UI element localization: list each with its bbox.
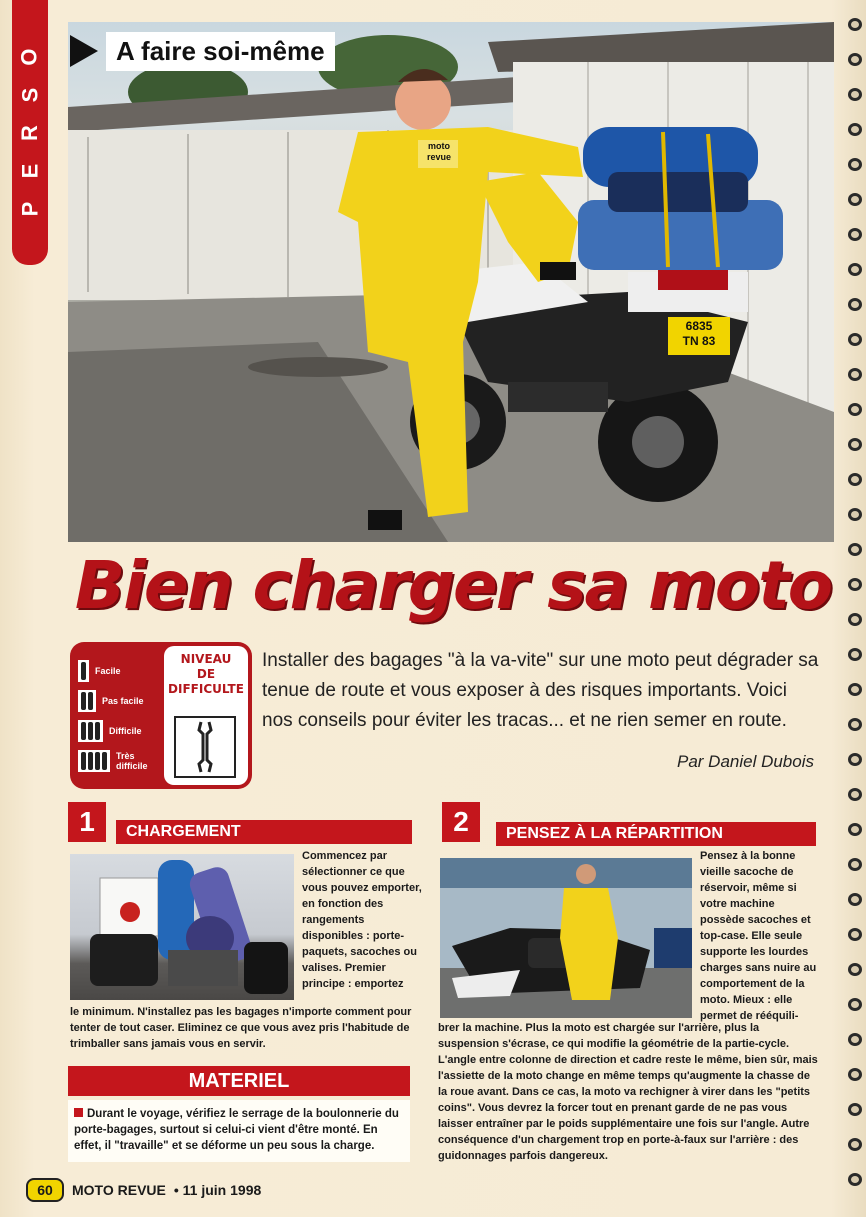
- section1-text: le minimum. N'installez pas les bagages n'importe comment pour tenter de tout caser. Eliminez ce que vous avez pris l'habitude de trimballer sans jamais vous en servir.: [70, 1006, 412, 1050]
- spiral-ring-icon: [848, 18, 862, 31]
- spiral-ring-icon: [848, 298, 862, 311]
- spiral-ring-icon: [848, 473, 862, 486]
- intro-paragraph: Installer des bagages "à la va-vite" sur une moto peut dégrader sa tenue de route et vous exposer à des risques importants. Voici nos conseils pour éviter les tracas... et ne rien semer en route.: [262, 650, 819, 731]
- luggage-photo: [70, 854, 294, 1000]
- section-number: 2: [442, 802, 480, 842]
- difficulty-level-label: Pas facile: [102, 696, 144, 706]
- arrow-icon: [70, 35, 98, 67]
- plate-line: 6835: [685, 319, 713, 333]
- plate: [669, 319, 729, 353]
- difficulty-box: [70, 642, 252, 789]
- spiral-ring-icon: [848, 578, 862, 591]
- difficulty-panel: [164, 646, 248, 785]
- tab-letter: R: [16, 124, 42, 141]
- spiral-ring-icon: [848, 228, 862, 241]
- spiral-ring-icon: [848, 928, 862, 941]
- spiral-ring-icon: [848, 543, 862, 556]
- wrench-count-icon: [78, 690, 96, 712]
- spiral-ring-icon: [848, 263, 862, 276]
- materiel-text: Durant le voyage, vérifiez le serrage de la boulonnerie du porte-bagages, surtout si celui-ci vient d'être monté. En effet, il "travaille" et se déforme un peu sous la charge.: [74, 1108, 399, 1152]
- spiral-ring-icon: [848, 613, 862, 626]
- materiel-title: MATERIEL: [68, 1066, 410, 1096]
- selected-wrench-icon: [174, 716, 236, 778]
- spiral-ring-icon: [848, 718, 862, 731]
- spiral-ring-icon: [848, 893, 862, 906]
- difficulty-level-label: Facile: [95, 666, 121, 676]
- difficulty-level: [78, 656, 166, 686]
- difficulty-title-line: NIVEAU: [180, 652, 232, 666]
- kicker-label: A faire soi-même: [106, 32, 335, 71]
- plate-line: TN 83: [682, 334, 716, 348]
- page-number: 60: [26, 1178, 64, 1202]
- suit-logo: [420, 141, 458, 163]
- section-number: 1: [68, 802, 106, 842]
- spiral-ring-icon: [848, 788, 862, 801]
- spiral-ring-icon: [848, 648, 862, 661]
- difficulty-level: [78, 746, 166, 776]
- materiel-box: [68, 1100, 410, 1162]
- suit-logo-line: moto: [428, 141, 450, 151]
- difficulty-title: [164, 646, 248, 697]
- section-title: CHARGEMENT: [116, 820, 412, 844]
- spiral-ring-icon: [848, 1033, 862, 1046]
- spiral-ring-icon: [848, 158, 862, 171]
- section1-side-text: Commencez par sélectionner ce que vous pouvez emporter, en fonction des rangements disponibles : porte-paquets, sacoches ou valises. Premier principe : emportez: [302, 850, 422, 990]
- tab-letter: E: [17, 163, 42, 178]
- spiral-ring-icon: [848, 88, 862, 101]
- difficulty-level-label: Très difficile: [116, 751, 148, 771]
- hero-photo: [68, 22, 834, 542]
- spiral-ring-icon: [848, 1138, 862, 1151]
- spiral-ring-icon: [848, 193, 862, 206]
- magazine-name: MOTO REVUE: [72, 1182, 166, 1198]
- kicker: [70, 32, 335, 70]
- tab-letter: S: [17, 87, 42, 102]
- suit-logo-line: revue: [426, 152, 452, 162]
- issue-date: • 11 juin 1998: [173, 1182, 262, 1198]
- spiral-ring-icon: [848, 1173, 862, 1186]
- difficulty-level: [78, 686, 166, 716]
- spiral-ring-icon: [848, 123, 862, 136]
- page-footer: [26, 1176, 261, 1204]
- wrench-count-icon: [78, 660, 89, 682]
- bullet-square-icon: [74, 1108, 83, 1117]
- spiral-ring-icon: [848, 438, 862, 451]
- tank-bag-photo: [440, 858, 692, 1018]
- section-tab: [12, 0, 48, 265]
- spiral-ring-icon: [848, 403, 862, 416]
- spiral-ring-icon: [848, 333, 862, 346]
- spiral-ring-icon: [848, 823, 862, 836]
- difficulty-level-label: Difficile: [109, 726, 142, 736]
- section2-side-text: Pensez à la bonne vieille sacoche de réservoir, même si votre machine possède sacoches et top-case. Elle seule supporte les lourdes charges sans nuire au comportement de la moto. Mieux : elle permet de rééquili-: [700, 850, 817, 1022]
- tab-letter: O: [17, 47, 42, 66]
- wrench-count-icon: [78, 750, 110, 772]
- spiral-binding: [844, 18, 866, 1208]
- spiral-ring-icon: [848, 508, 862, 521]
- byline: Par Daniel Dubois: [676, 752, 814, 771]
- section-title: PENSEZ À LA RÉPARTITION: [496, 822, 816, 846]
- difficulty-title-line: DIFFICULTE: [168, 682, 244, 696]
- spiral-ring-icon: [848, 683, 862, 696]
- spiral-ring-icon: [848, 963, 862, 976]
- article-headline: Bien charger sa moto: [74, 547, 832, 624]
- spiral-ring-icon: [848, 368, 862, 381]
- difficulty-level: [78, 716, 166, 746]
- spiral-ring-icon: [848, 1103, 862, 1116]
- tab-letter: P: [17, 201, 42, 216]
- spiral-ring-icon: [848, 998, 862, 1011]
- section2-text: brer la machine. Plus la moto est chargée sur l'arrière, plus la suspension s'écrase, ce qui modifie la géométrie de la partie-cycle. L'angle entre colonne de direction et cadre reste le même, bien sûr, mais l'assiette de la moto change en même temps qu'augmente la chasse de la roue avant. Dans ce cas, la moto va rechigner à virer dans les "petits coins". Vous devrez la forcer tout en prenant garde de ne pas vous laisser entraîner par le poids supplémentaire une fois sur l'angle. Autre conséquence d'un chargement trop en porte-à-faux sur l'arrière : des guidonnages parfois dangereux.: [438, 1022, 818, 1162]
- wrench-count-icon: [78, 720, 103, 742]
- spiral-ring-icon: [848, 753, 862, 766]
- difficulty-levels: [78, 656, 166, 776]
- spiral-ring-icon: [848, 1068, 862, 1081]
- spiral-ring-icon: [848, 53, 862, 66]
- hero-illustration: [68, 22, 834, 542]
- difficulty-title-line: DE: [196, 667, 216, 681]
- spiral-ring-icon: [848, 858, 862, 871]
